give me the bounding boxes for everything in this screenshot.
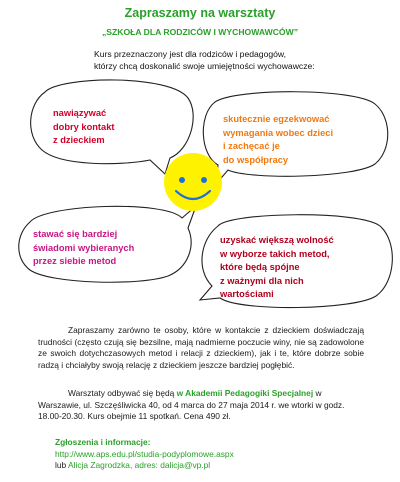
schedule-text-end: w Warszawie, ul. Szczęśliwicka 40, od 4 marca do 27 maja 2014 r. we wtorki w godz. 18.00-20.30. Kurs obejmie 11 spotkań. Cena 490 zł.: [38, 388, 345, 422]
page-subtitle: „SZKOŁA DLA RODZICÓW I WYCHOWAWCÓW”: [101, 27, 299, 37]
bubble-line: w wyborze takich metod,: [220, 248, 330, 259]
contact-heading: Zgłoszenia i informacje:: [55, 437, 151, 447]
bubble-line: z ważnymi dla nich: [220, 275, 304, 286]
bubble-line: dobry kontakt: [53, 121, 115, 132]
alternative-contact: [55, 460, 375, 472]
contact-person-email[interactable]: Alicja Zagrodzka, adres: dalicja@vp.pl: [68, 460, 211, 471]
academy-name: w Akademii Pedagogiki Specjalnej: [176, 388, 314, 398]
page-title: Zapraszamy na warsztaty: [124, 6, 276, 20]
alt-prefix: lub: [55, 460, 69, 471]
bubble-text-top-right: [223, 113, 373, 167]
bubble-line: uzyskać większą wolność: [220, 235, 334, 245]
bubble-line: wartościami: [220, 289, 274, 299]
schedule-text-start: Warsztaty odbywać się będą: [68, 388, 177, 398]
bubble-line: stawać się bardziej: [33, 229, 118, 239]
bubble-line: świadomi wybieranych: [33, 242, 135, 253]
bubble-line: nawiązywać: [53, 108, 107, 118]
bubble-line: z dzieckiem: [53, 135, 105, 145]
bubble-text-top-left: [53, 107, 173, 148]
bubble-text-bottom-left: [33, 228, 173, 269]
intro-line-2: którzy chcą doskonalić swoje umiejętności wychowawcze:: [94, 61, 315, 71]
schedule-paragraph: [38, 388, 364, 423]
bubble-line: i zachęcać je: [223, 141, 280, 151]
bubble-line: skutecznie egzekwować: [223, 114, 330, 124]
smiley-face-icon: [164, 153, 222, 211]
invitation-paragraph: Zapraszamy zarówno te osoby, które w kontakcie z dzieckiem doświadczają trudności (często czują się bezsilne, mają nadmierne poczucie winy, nie są zadowolone ze swoich dotychczasowych metod i relacji z dzieckiem), jak i te, które dobrze sobie radzą i chciałyby swoją relację z dzieckiem jeszcze bardziej pogłębić.: [38, 325, 364, 370]
bubble-line: przez siebie metod: [33, 256, 117, 266]
bubble-line: wymagania wobec dzieci: [223, 127, 334, 138]
bubble-line: które będą spójne: [220, 262, 300, 272]
registration-link[interactable]: http://www.aps.edu.pl/studia-podyplomowe.aspx: [55, 448, 234, 459]
bubble-line: do współpracy: [223, 154, 289, 165]
bubble-text-bottom-right: [220, 234, 370, 302]
intro-line-1: Kurs przeznaczony jest dla rodziców i pedagogów,: [94, 49, 287, 59]
contact-section: [55, 437, 375, 472]
